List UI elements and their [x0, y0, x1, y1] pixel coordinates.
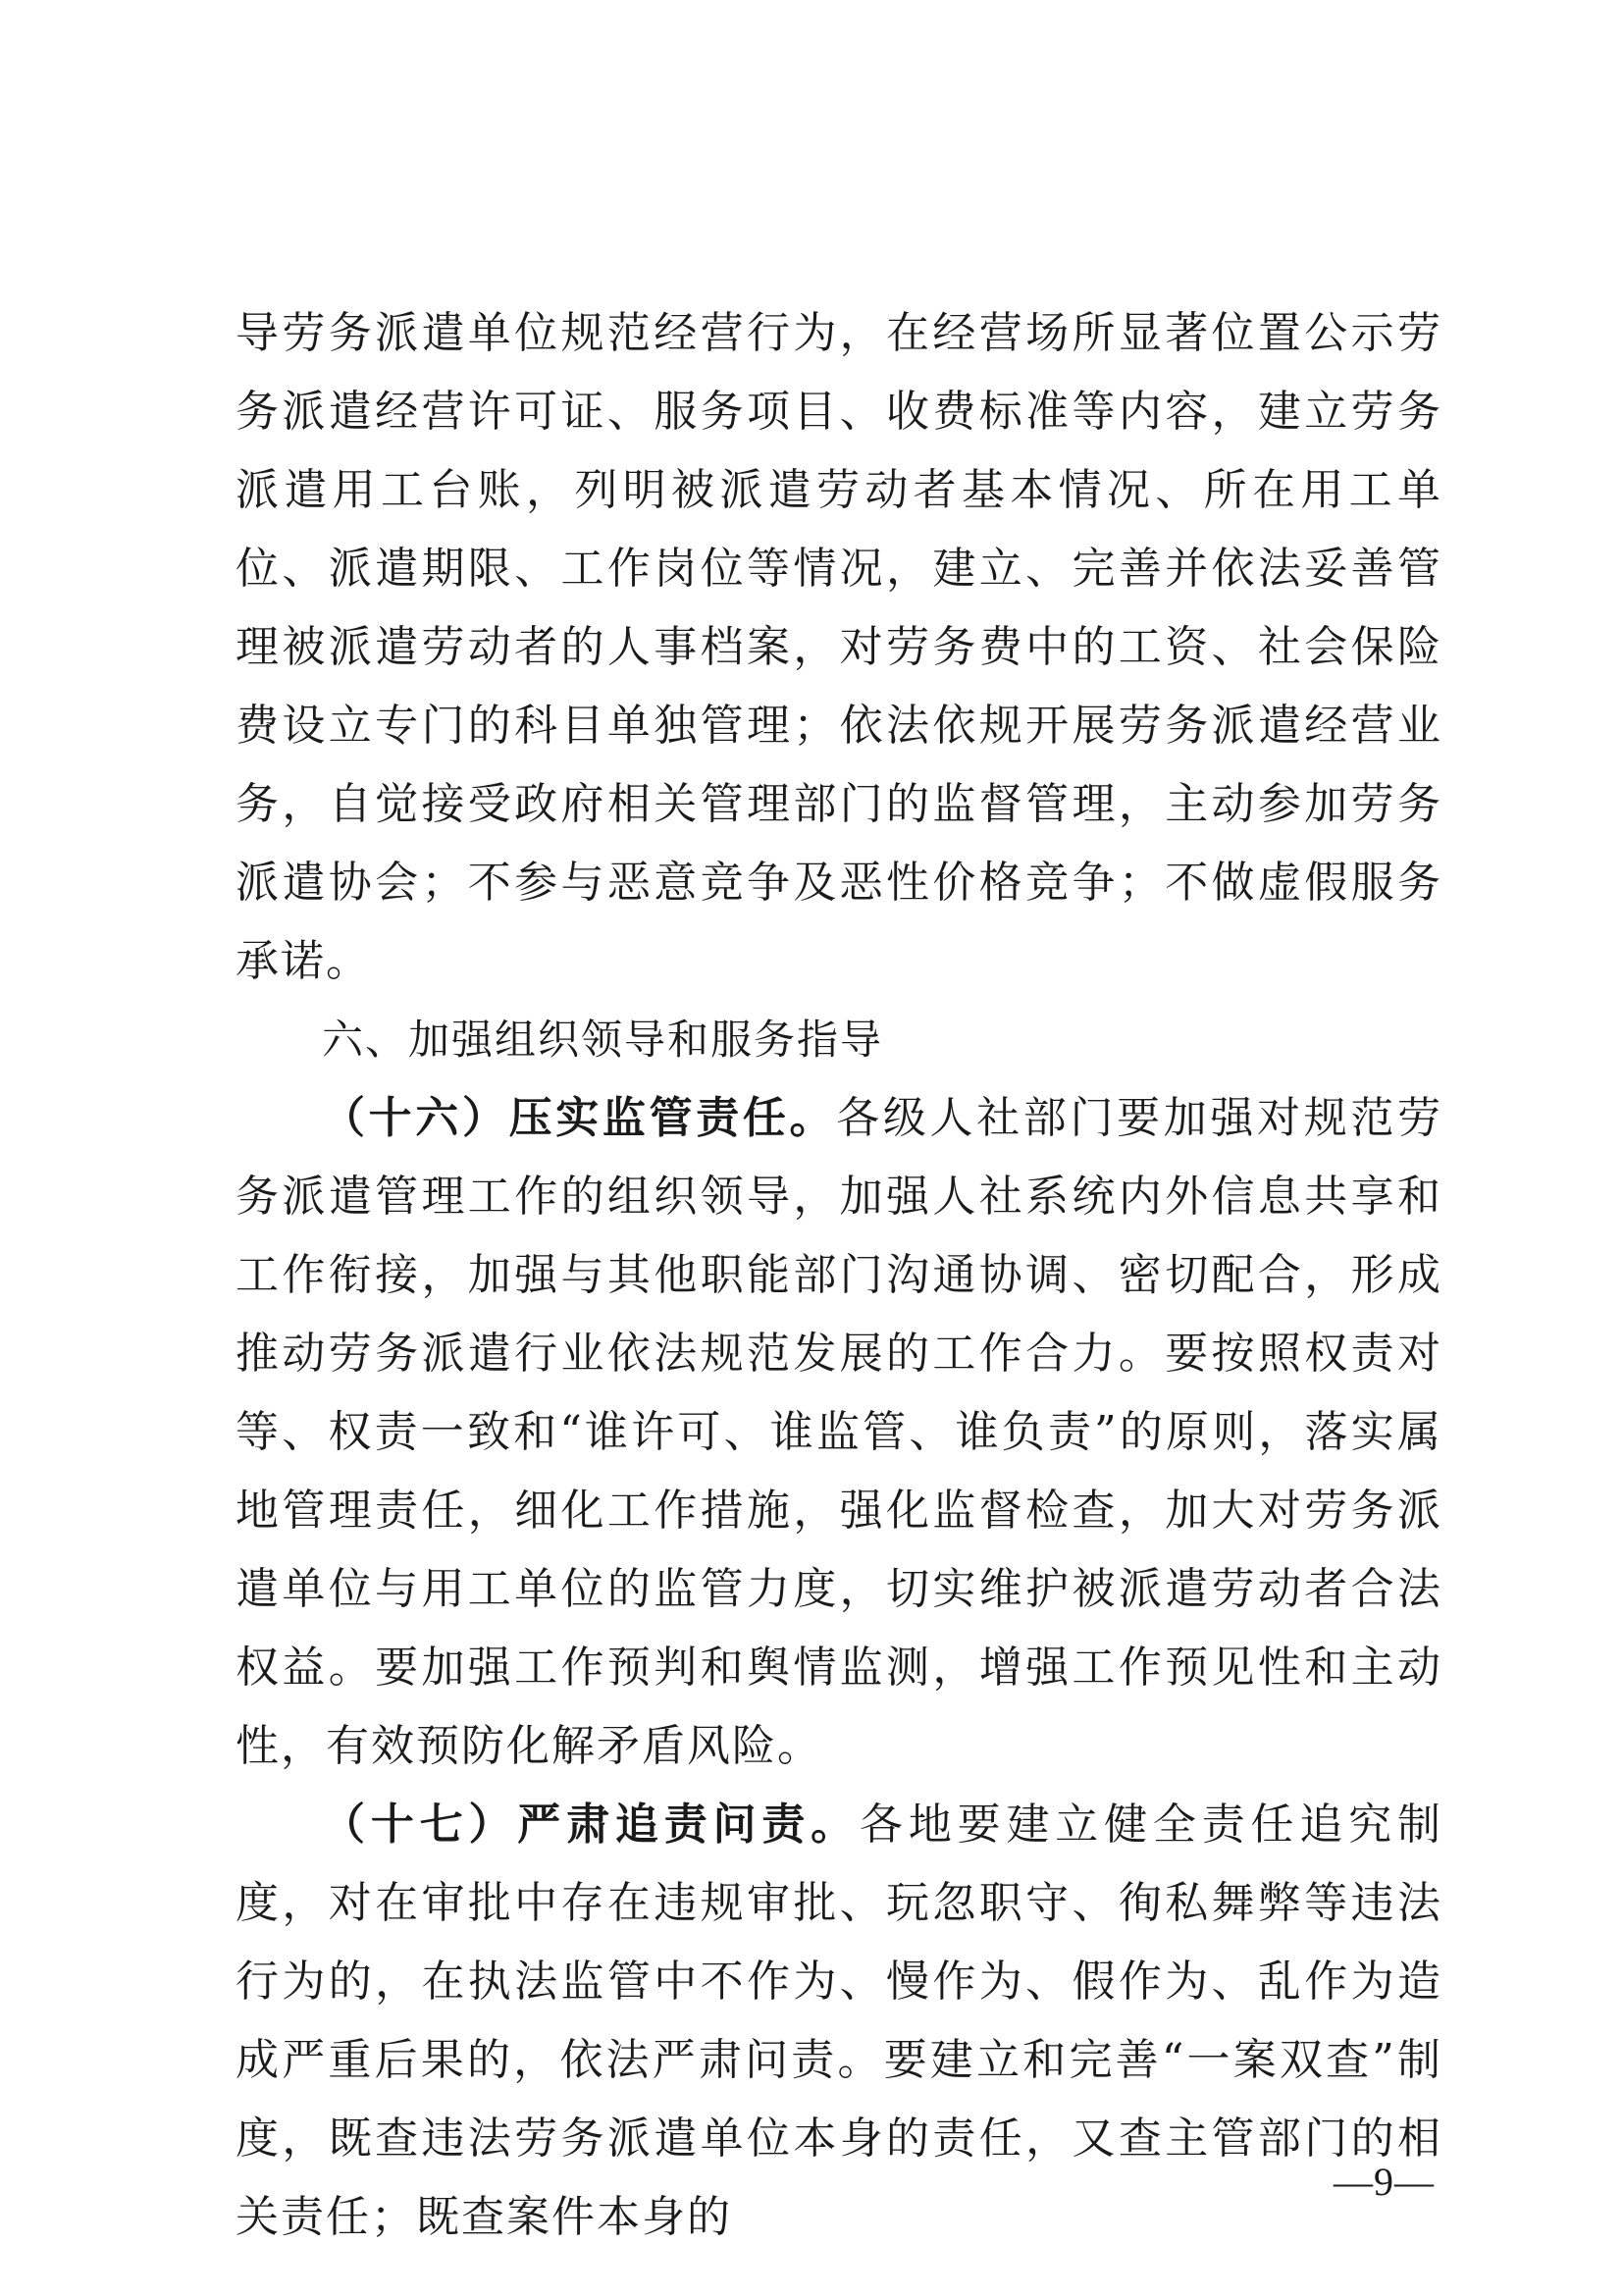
- item-16-lead: （十六）压实监管责任。: [322, 1093, 837, 1143]
- item-17-lead: （十七）严肃追责问责。: [322, 1800, 860, 1850]
- paragraph-item-17: [236, 1786, 1442, 2257]
- paragraph-continuation: 导劳务派遣单位规范经营行为，在经营场所显著位置公示劳务派遣经营许可证、服务项目、收费标准等内容，建立劳务派遣用工台账，列明被派遣劳动者基本情况、所在用工单位、派遣期限、工作岗位等情况，建立、完善并依法妥善管理被派遣劳动者的人事档案，对劳务费中的工资、社会保险费设立专门的科目单独管理；依法依规开展劳务派遣经营业务，自觉接受政府相关管理部门的监督管理，主动参加劳务派遣协会；不参与恶意竞争及恶性价格竞争；不做虚假服务承诺。: [236, 308, 1442, 986]
- section-heading: 六、加强组织领导和服务指导: [322, 1016, 884, 1064]
- item-17-text: 各地要建立健全责任追究制度，对在审批中存在违规审批、玩忽职守、徇私舞弊等违法行为的，在执法监管中不作为、慢作为、假作为、乱作为造成严重后果的，依法严肃问责。要建立和完善“一案双查”制度，既查违法劳务派遣单位本身的责任，又查主管部门的相关责任；既查案件本身的: [236, 1800, 1442, 2242]
- item-16-text: 各级人社部门要加强对规范劳务派遣管理工作的组织领导，加强人社系统内外信息共享和工作衔接，加强与其他职能部门沟通协调、密切配合，形成推动劳务派遣行业依法规范发展的工作合力。要按照权责对等、权责一致和“谁许可、谁监管、谁负责”的原则，落实属地管理责任，细化工作措施，强化监督检查，加大对劳务派遣单位与用工单位的监管力度，切实维护被派遣劳动者合法权益。要加强工作预判和舆情监测，增强工作预见性和主动性，有效预防化解矛盾风险。: [236, 1093, 1443, 1771]
- document-body: [236, 294, 1442, 2257]
- page-number: —9—: [1334, 2160, 1435, 2204]
- paragraph-item-16: [236, 1079, 1442, 1786]
